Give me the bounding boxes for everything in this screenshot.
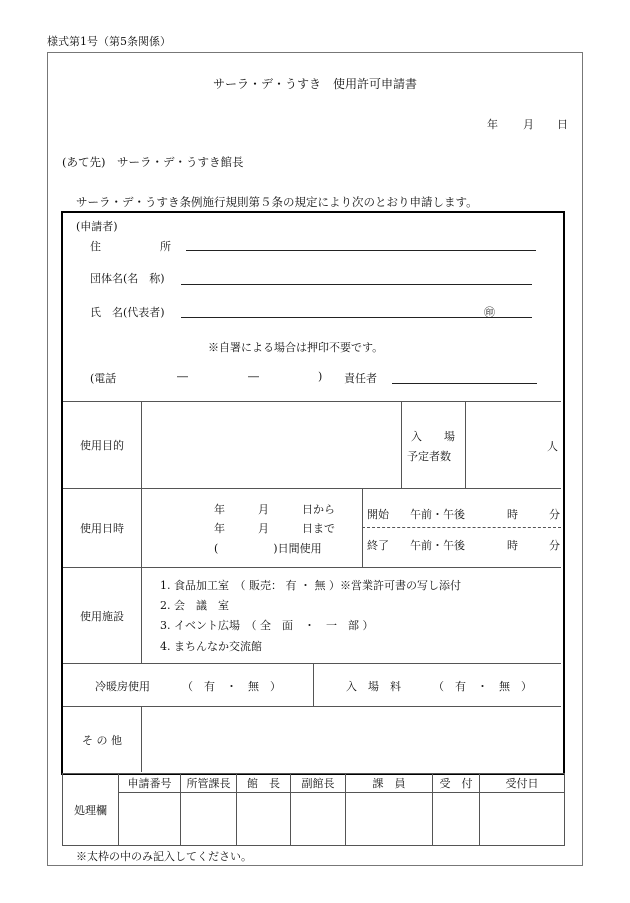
days-line: ( )日間使用 (214, 542, 322, 555)
divider-purpose-top (63, 401, 561, 402)
date-from-line: 年 月 日から (214, 503, 335, 516)
address-field[interactable] (186, 250, 536, 251)
label-column-divider (141, 401, 142, 663)
header-staff: 課 員 (346, 774, 433, 793)
header-director: 館 長 (237, 774, 291, 793)
facility-item-3: 3. イベント広場 （ 全 面 ・ 一 部 ） (160, 619, 374, 632)
cell-application-number[interactable] (119, 793, 181, 846)
end-hour: 時 (507, 539, 518, 552)
attendees-divider-1 (401, 401, 402, 488)
responsible-field[interactable] (392, 383, 537, 384)
address-label-1: 住 (90, 240, 101, 253)
start-minute: 分 (549, 508, 560, 521)
applicant-heading: (申請者) (76, 220, 118, 233)
cell-section-chief[interactable] (181, 793, 237, 846)
hvac-options: （ 有 ・ 無 ） (182, 680, 281, 693)
date-to-line: 年 月 日まで (214, 522, 335, 535)
processing-table (62, 773, 565, 846)
phone-close: ) (318, 370, 323, 383)
end-ampm: 午前・午後 (410, 539, 465, 552)
seal-note: ※自署による場合は押印不要です。 (208, 341, 384, 354)
other-column-divider (141, 706, 142, 772)
header-reception: 受 付 (433, 774, 480, 793)
seal-mark: ㊞ (484, 306, 495, 319)
hvac-divider (313, 663, 314, 706)
start-ampm: 午前・午後 (410, 508, 465, 521)
form-number: 様式第1号（第5条関係） (47, 35, 171, 48)
attendees-divider-2 (465, 401, 466, 488)
representative-label: 氏 名(代表者) (90, 306, 165, 319)
end-minute: 分 (549, 539, 560, 552)
facility-item-2: 2. 会 議 室 (160, 599, 229, 612)
attendees-label-1: 入 場 (411, 430, 455, 443)
org-name-field[interactable] (181, 284, 532, 285)
end-label: 終了 (367, 539, 389, 552)
facility-item-4: 4. まちんなか交流館 (160, 640, 262, 653)
header-application-number: 申請番号 (119, 774, 181, 793)
facility-label: 使用施設 (80, 610, 124, 623)
divider-other-top (63, 706, 561, 707)
divider-hvac-top (63, 663, 561, 664)
time-mid-divider (362, 527, 561, 528)
divider-datetime-top (63, 488, 561, 489)
date-month: 月 (523, 118, 534, 131)
header-reception-date: 受付日 (480, 774, 565, 793)
hvac-label: 冷暖房使用 (95, 680, 150, 693)
address-label-2: 所 (160, 240, 171, 253)
org-name-label: 団体名(名 称) (90, 272, 165, 285)
start-label: 開始 (367, 508, 389, 521)
phone-dash-1: ― (177, 370, 188, 383)
other-label: そ の 他 (82, 734, 122, 747)
cell-reception[interactable] (433, 793, 480, 846)
addressee: (あて先) サーラ・デ・うすき館長 (62, 155, 244, 169)
processing-label: 処理欄 (63, 774, 119, 846)
footer-note: ※太枠の中のみ記入してください。 (76, 850, 252, 863)
cell-staff[interactable] (346, 793, 433, 846)
date-year: 年 (487, 118, 498, 131)
facility-item-1: 1. 食品加工室 （ 販売： 有 ・ 無 ）※営業許可書の写し添付 (160, 579, 461, 592)
header-vice-director: 副館長 (291, 774, 346, 793)
entry-fee-options: （ 有 ・ 無 ） (433, 680, 532, 693)
responsible-label: 責任者 (344, 372, 377, 385)
cell-vice-director[interactable] (291, 793, 346, 846)
phone-label: (電話 (90, 372, 117, 385)
form-title: サーラ・デ・うすき 使用許可申請書 (212, 77, 417, 91)
phone-dash-2: ― (248, 370, 259, 383)
divider-facility-top (63, 567, 561, 568)
datetime-label: 使用日時 (80, 522, 124, 535)
cell-reception-date[interactable] (480, 793, 565, 846)
purpose-label: 使用目的 (80, 439, 124, 452)
entry-fee-label: 入 場 料 (346, 680, 401, 693)
representative-field[interactable] (181, 317, 532, 318)
intro-text: サーラ・デ・うすき条例施行規則第５条の規定により次のとおり申請します。 (76, 195, 478, 209)
cell-director[interactable] (237, 793, 291, 846)
start-hour: 時 (507, 508, 518, 521)
attendees-unit: 人 (547, 440, 558, 453)
header-section-chief: 所管課長 (181, 774, 237, 793)
attendees-label-2: 予定者数 (407, 450, 451, 463)
date-day: 日 (557, 118, 568, 131)
